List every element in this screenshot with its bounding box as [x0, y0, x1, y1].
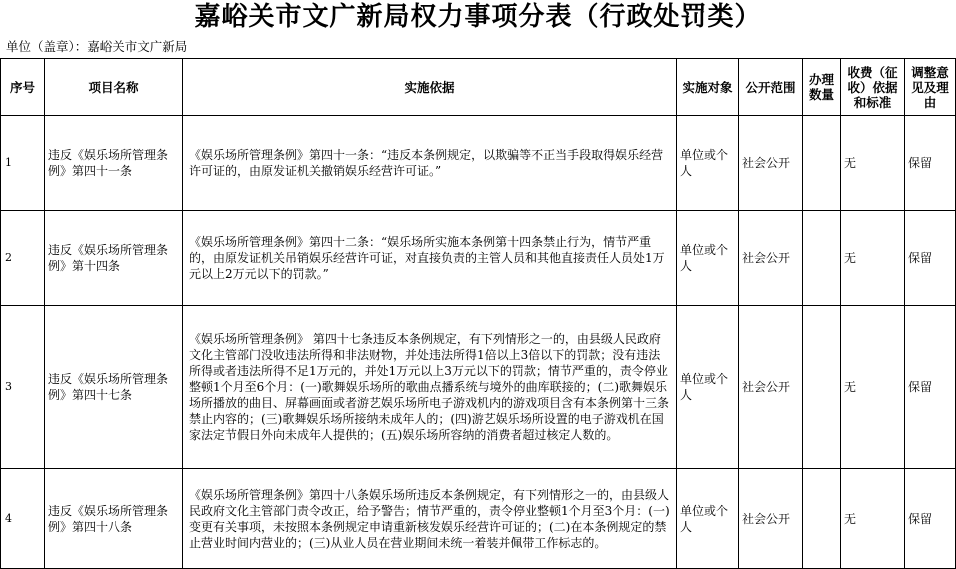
cell-seq: 2 [1, 211, 45, 306]
header-name: 项目名称 [45, 59, 183, 116]
cell-basis: 《娱乐场所管理条例》第四十八条娱乐场所违反本条例规定，有下列情形之一的，由县级人民政府文化主管部门责令改正，给予警告；情节严重的，责令停业整顿1个月至3个月：(一)变更有关事项，未按照本条例规定申请重新核发娱乐经营许可证的；(二)在本条例规定的禁止营业时间内营业的；(三)从业人员在营业期间未统一着装并佩带工作标志的。 [183, 469, 677, 569]
header-scope: 公开范围 [739, 59, 803, 116]
cell-adjust: 保留 [905, 306, 956, 469]
cell-adjust: 保留 [905, 116, 956, 211]
cell-name: 违反《娱乐场所管理条例》第四十七条 [45, 306, 183, 469]
unit-line: 单位（盖章）：嘉峪关市文广新局 [6, 39, 188, 54]
cell-scope: 社会公开 [739, 306, 803, 469]
cell-scope: 社会公开 [739, 211, 803, 306]
cell-count [803, 306, 841, 469]
page-title: 嘉峪关市文广新局权力事项分表（行政处罚类） [194, 2, 762, 32]
cell-adjust: 保留 [905, 211, 956, 306]
cell-name: 违反《娱乐场所管理条例》第四十八条 [45, 469, 183, 569]
cell-seq: 3 [1, 306, 45, 469]
cell-target: 单位或个人 [677, 211, 739, 306]
table-row [1, 469, 956, 569]
table-row [1, 116, 956, 211]
header-target: 实施对象 [677, 59, 739, 116]
cell-fee: 无 [841, 211, 905, 306]
cell-basis: 《娱乐场所管理条例》第四十一条：“违反本条例规定，以欺骗等不正当手段取得娱乐经营许可证的，由原发证机关撤销娱乐经营许可证。” [183, 116, 677, 211]
cell-name: 违反《娱乐场所管理条例》第十四条 [45, 211, 183, 306]
header-count: 办理数量 [803, 59, 841, 116]
cell-count [803, 469, 841, 569]
cell-adjust: 保留 [905, 469, 956, 569]
cell-fee: 无 [841, 116, 905, 211]
cell-basis: 《娱乐场所管理条例》 第四十七条违反本条例规定，有下列情形之一的，由县级人民政府文化主管部门没收违法所得和非法财物，并处违法所得1倍以上3倍以下的罚款；没有违法所得或者违法所得不足1万元的，并处1万元以上3万元以下的罚款；情节严重的，责令停业整顿1个月至6个月：(一)歌舞娱乐场所的歌曲点播系统与境外的曲库联接的；(二)歌舞娱乐场所播放的曲目、屏幕画面或者游艺娱乐场所电子游戏机内的游戏项目含有本条例第十三条禁止内容的；(三)歌舞娱乐场所接纳未成年人的；(四)游艺娱乐场所设置的电子游戏机在国家法定节假日外向未成年人提供的；(五)娱乐场所容纳的消费者超过核定人数的。 [183, 306, 677, 469]
cell-scope: 社会公开 [739, 469, 803, 569]
cell-seq: 4 [1, 469, 45, 569]
cell-fee: 无 [841, 469, 905, 569]
table-row [1, 306, 956, 469]
cell-seq: 1 [1, 116, 45, 211]
header-fee: 收费（征收）依据和标准 [841, 59, 905, 116]
cell-count [803, 211, 841, 306]
cell-target: 单位或个人 [677, 469, 739, 569]
cell-scope: 社会公开 [739, 116, 803, 211]
cell-basis: 《娱乐场所管理条例》第四十二条：“娱乐场所实施本条例第十四条禁止行为，情节严重的，由原发证机关吊销娱乐经营许可证，对直接负责的主管人员和其他直接责任人员处1万元以上2万元以下的罚款。” [183, 211, 677, 306]
table-row [1, 211, 956, 306]
header-adjust: 调整意见及理由 [905, 59, 956, 116]
cell-name: 违反《娱乐场所管理条例》第四十一条 [45, 116, 183, 211]
cell-target: 单位或个人 [677, 306, 739, 469]
cell-target: 单位或个人 [677, 116, 739, 211]
header-row [1, 59, 956, 116]
power-items-table [0, 58, 956, 569]
cell-fee: 无 [841, 306, 905, 469]
header-seq: 序号 [1, 59, 45, 116]
header-basis: 实施依据 [183, 59, 677, 116]
cell-count [803, 116, 841, 211]
